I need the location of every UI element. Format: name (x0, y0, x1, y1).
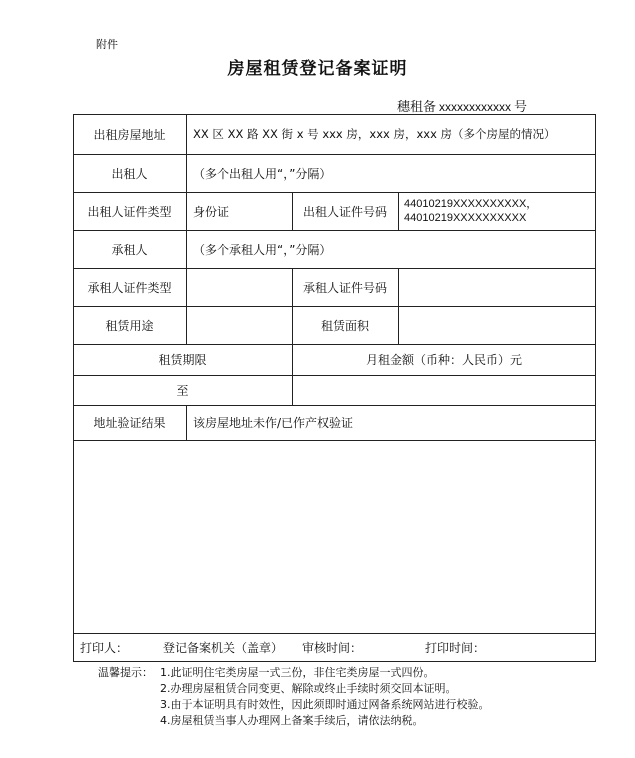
lessee-id-type-label: 承租人证件类型 (87, 280, 172, 295)
lessee-id-number-value (404, 268, 594, 306)
page-title: 房屋租赁登记备案证明 (227, 59, 408, 79)
area-label: 租赁面积 (320, 318, 369, 333)
lessor-value: （多个出租人用“，”分隔） (193, 166, 332, 181)
col-divider (186, 114, 187, 344)
col-divider (398, 268, 399, 344)
lessee-label: 承租人 (111, 242, 148, 257)
lessor-id-number-line-2: 44010219XXXXXXXXXX (404, 212, 527, 224)
lessor-id-number-label: 出租人证件号码 (302, 204, 387, 219)
address-value: XX 区 XX 路 XX 街 x 号 xxx 房，xxx 房，xxx 房（多个房屋的情况） (193, 127, 556, 141)
address-label: 出租房屋地址 (93, 127, 166, 142)
area-value (404, 306, 594, 344)
registration-suffix: 号 (514, 100, 528, 115)
tip-item: 3.由于本证明具有时效性，因此须即时通过网备系统网站进行校验。 (160, 698, 490, 711)
registration-prefix: 穗租备 (397, 100, 437, 115)
row-divider (73, 440, 596, 441)
period-to-label: 至 (176, 383, 189, 398)
printer-label: 打印人： (80, 641, 129, 655)
attachment-label: 附件 (96, 38, 118, 51)
lessor-label: 出租人 (111, 166, 148, 181)
col-divider (186, 405, 187, 440)
tips-label: 温馨提示： (98, 666, 153, 679)
lessee-id-type-value (193, 268, 288, 306)
usage-value (193, 306, 288, 344)
lessor-id-number-value (404, 192, 594, 230)
lease-period-label: 租赁期限 (158, 353, 207, 367)
lessee-id-number-label: 承租人证件号码 (302, 280, 387, 295)
lessor-id-number-line-1: 44010219XXXXXXXXXX， (404, 198, 538, 210)
monthly-rent-label: 月租金额（币种：人民币）元 (365, 353, 522, 367)
usage-label: 租赁用途 (105, 318, 154, 333)
lessee-value: （多个承租人用“，”分隔） (193, 242, 332, 257)
verify-value: 该房屋地址未作/已作产权验证 (193, 416, 354, 430)
registration-number (397, 96, 527, 115)
print-time-label: 打印时间： (425, 641, 486, 655)
verify-label: 地址验证结果 (93, 416, 166, 430)
tip-item: 1.此证明住宅类房屋一式三份，非住宅类房屋一式四份。 (160, 666, 435, 679)
col-divider (398, 192, 399, 230)
registration-number-value: xxxxxxxxxxxx (439, 100, 512, 114)
lessor-id-type-label: 出租人证件类型 (87, 204, 172, 219)
lessor-id-type-value: 身份证 (193, 204, 230, 219)
tip-item: 4.房屋租赁当事人办理网上备案手续后，请依法纳税。 (160, 714, 424, 727)
tip-item: 2.办理房屋租赁合同变更、解除或终止手续时须交回本证明。 (160, 682, 457, 695)
authority-label: 登记备案机关（盖章） (163, 641, 284, 655)
review-time-label: 审核时间： (302, 641, 363, 655)
